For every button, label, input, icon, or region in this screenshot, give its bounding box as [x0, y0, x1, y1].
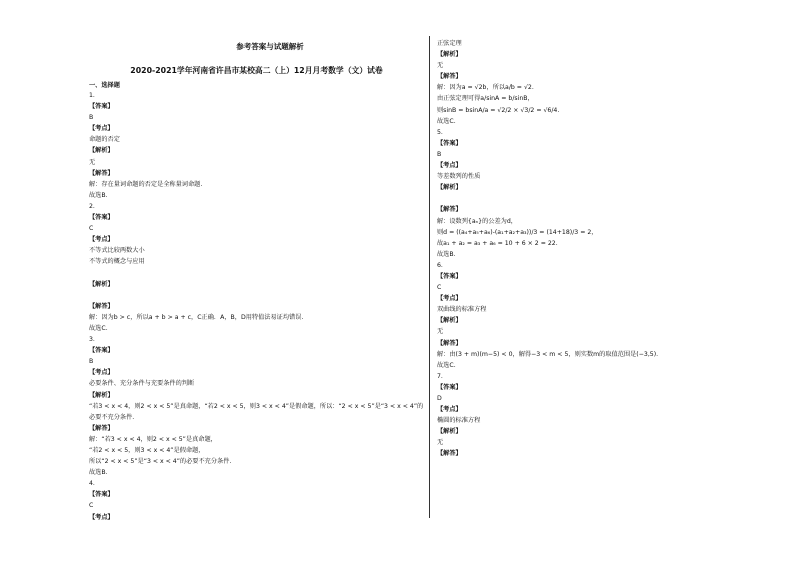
answer-text-line: 故a₁ + a₂ = a₃ + a₆ = 10 + 6 × 2 = 22.: [437, 239, 558, 247]
section-label: 【考点】: [89, 125, 114, 133]
answer-text-line: 故选C.: [437, 117, 456, 125]
section-label: 【解答】: [89, 424, 114, 432]
answer-text-line: [89, 268, 424, 279]
section-heading: 一、选择题: [89, 82, 120, 89]
answer-text-line: [89, 290, 424, 301]
section-label: 【考点】: [437, 295, 462, 303]
section-label: 【解答】: [89, 302, 114, 310]
answer-text-line: “若3 < x < 4，则2 < x < 5”是真命题，“若2 < x < 5，则3 < x < 4”是假命题，所以：“2 < x < 5”是“3 < x < 4”的: [89, 402, 424, 410]
section-label: 【解答】: [437, 450, 462, 458]
exam-title: 2020-2021学年河南省许昌市某校高二（上）12月月考数学（文）试卷: [130, 66, 383, 75]
section-label: 【解答】: [437, 206, 462, 214]
answer-text-line: 3.: [89, 336, 95, 344]
answer-text-line: 正弦定理: [437, 40, 462, 47]
section-label: 【考点】: [89, 369, 114, 377]
answer-text-line: 不等式比较两数大小: [89, 247, 145, 255]
answer-text-line: 解：“若3 < x < 4，则2 < x < 5”是真命题，: [89, 435, 217, 443]
answer-text-line: 无: [89, 158, 96, 166]
section-label: 【解答】: [437, 73, 462, 81]
answer-text-line: 不等式的概念与应用: [89, 258, 145, 266]
section-label: 【考点】: [437, 162, 462, 170]
answer-text-line: 7.: [437, 372, 443, 380]
answer-text-line: 必要条件、充分条件与充要条件的判断: [89, 380, 195, 388]
answer-text-line: 无: [437, 62, 444, 70]
answer-text-line: 故选B.: [89, 469, 108, 477]
answer-text-line: 必要不充分条件.: [89, 413, 135, 421]
section-label: 【答案】: [89, 491, 114, 499]
answer-text-line: 1.: [89, 92, 95, 99]
answer-text-line: B: [89, 358, 94, 366]
section-label: 【解答】: [437, 339, 462, 347]
section-label: 【考点】: [89, 236, 114, 244]
section-label: 【解答】: [89, 169, 114, 177]
section-label: 【答案】: [89, 347, 114, 355]
section-label: 【答案】: [437, 383, 462, 391]
section-label: 【解析】: [89, 280, 114, 288]
answer-text-line: 解：由(3 + m)(m−5) < 0，解得−3 < m < 5，则实数m的取值范围是(−3,5).: [437, 350, 659, 358]
answer-text-line: [437, 193, 757, 204]
answer-text-line: C: [89, 225, 94, 233]
section-label: 【考点】: [437, 406, 462, 414]
answer-text-line: B: [89, 114, 94, 122]
answer-text-line: 6.: [437, 261, 443, 269]
answer-text-line: 双曲线的标准方程: [437, 306, 487, 314]
answer-text-line: 5.: [437, 128, 443, 136]
answer-text-line: 所以“2 < x < 5”是“3 < x < 4”的必要不充分条件.: [89, 458, 232, 466]
document-title: 参考答案与试题解析: [236, 42, 304, 51]
answer-text-line: 解：设数列{aₙ}的公差为d，: [437, 217, 517, 225]
answer-text-line: “若2 < x < 5，则3 < x < 4”是假命题，: [89, 447, 205, 454]
answer-text-line: C: [89, 502, 94, 510]
answer-text-line: 等差数列的性质: [437, 173, 481, 181]
answer-text-line: 4.: [89, 480, 95, 488]
section-label: 【答案】: [89, 214, 114, 222]
section-label: 【考点】: [89, 513, 114, 521]
section-label: 【答案】: [437, 139, 462, 147]
answer-text-line: 命题的否定: [89, 136, 120, 144]
section-label: 【解析】: [89, 391, 114, 399]
answer-text-line: 2.: [89, 202, 95, 210]
answer-text-line: 则d = ((a₄+a₅+a₆)-(a₁+a₂+a₃))/3 = (14+18)/3 = 2，: [437, 228, 598, 236]
section-label: 【答案】: [89, 103, 114, 111]
answer-text-line: 由正弦定理可得a/sinA = b/sinB，: [437, 95, 534, 103]
answer-text-line: 故选B.: [437, 250, 456, 258]
answer-text-line: 解：存在量词命题的否定是全称量词命题.: [89, 180, 203, 188]
answer-text-line: B: [437, 150, 442, 158]
section-label: 【解析】: [437, 184, 462, 192]
section-label: 【解析】: [437, 51, 462, 59]
answer-text-line: D: [437, 395, 442, 402]
answer-text-line: 解：因为b > c，所以a + b > a + c，C正确．A，B，D用特值法易证均错误.: [89, 313, 304, 321]
section-label: 【解析】: [89, 147, 114, 155]
answer-text-line: 无: [437, 439, 444, 447]
left-column: [89, 90, 424, 523]
right-column: [437, 38, 757, 460]
section-label: 【解析】: [437, 317, 462, 325]
answer-text-line: 椭圆的标准方程: [437, 417, 481, 425]
column-divider: [429, 36, 430, 518]
answer-text-line: 则sinB = bsinA/a = √2/2 × √3/2 = √6/4.: [437, 106, 560, 114]
answer-text-line: 故选C.: [437, 361, 456, 369]
section-label: 【解析】: [437, 428, 462, 436]
answer-text-line: 无: [437, 328, 444, 336]
answer-text-line: 解：因为a = √2b，所以a/b = √2.: [437, 84, 534, 92]
answer-text-line: 故选C.: [89, 324, 108, 332]
section-label: 【答案】: [437, 272, 462, 280]
answer-text-line: C: [437, 284, 442, 292]
answer-text-line: 故选B.: [89, 191, 108, 199]
